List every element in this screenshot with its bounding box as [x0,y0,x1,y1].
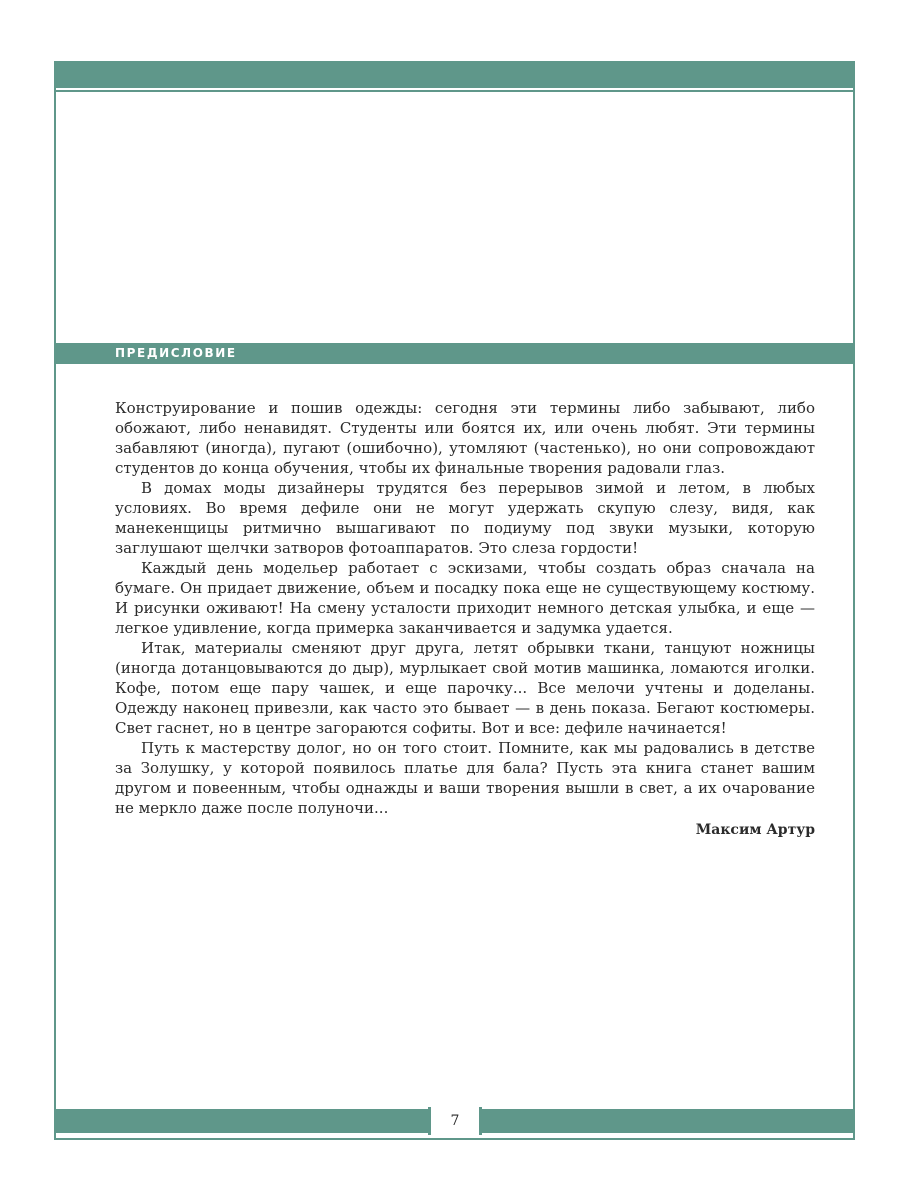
author-signature: Максим Артур [695,822,815,838]
preface-text [115,398,815,818]
paragraph: В домах моды дизайнеры трудятся без перерывов зимой и летом, в любых условиях. Во время дефиле они не могут удержать скупую слезу, видя, как манекенщицы ритмично вышагивают по подиуму под звуки музыки, которую заглушают щелчки затворов фотоаппаратов. Это слеза гордости! [115,479,815,557]
page-number-box [428,1107,482,1135]
paragraph: Итак, материалы сменяют друг друга, летят обрывки ткани, танцуют ножницы (иногда дотанцовываются до дыр), мурлыкает свой мотив машинка, ломаются иголки. Кофе, потом еще пару чашек, и еще парочку... Все мелочи учтены и доделаны. Одежду наконец привезли, как часто это бывает — в день показа. Бегают костюмеры. Свет гаснет, но в центре загораются софиты. Вот и все: дефиле начинается! [115,639,815,737]
top-divider-line [54,90,855,92]
section-title: ПРЕДИСЛОВИЕ [115,346,237,360]
top-decorative-band [54,61,855,88]
paragraph: Конструирование и пошив одежды: сегодня эти термины либо забывают, либо обожают, либо ненавидят. Студенты или боятся их, или очень любят. Эти термины забавляют (иногда), пугают (ошибочно), утомляют (частенько), но они сопровождают студентов до конца обучения, чтобы их финальные творения радовали глаз. [115,399,815,477]
paragraph: Каждый день модельер работает с эскизами, чтобы создать образ сначала на бумаге. Он придает движение, объем и посадку пока еще не существующему костюму. И рисунки оживают! На смену усталости приходит немного детская улыбка, и еще — легкое удивление, когда примерка заканчивается и задумка удается. [115,559,815,637]
page-number: 7 [450,1113,460,1129]
paragraph: Путь к мастерству долог, но он того стоит. Помните, как мы радовались в детстве за Золушку, у которой появилось платье для бала? Пусть эта книга станет вашим другом и повеенным, чтобы однажды и ваши творения вышли в свет, а их очарование не меркло даже после полуночи... [115,739,815,817]
